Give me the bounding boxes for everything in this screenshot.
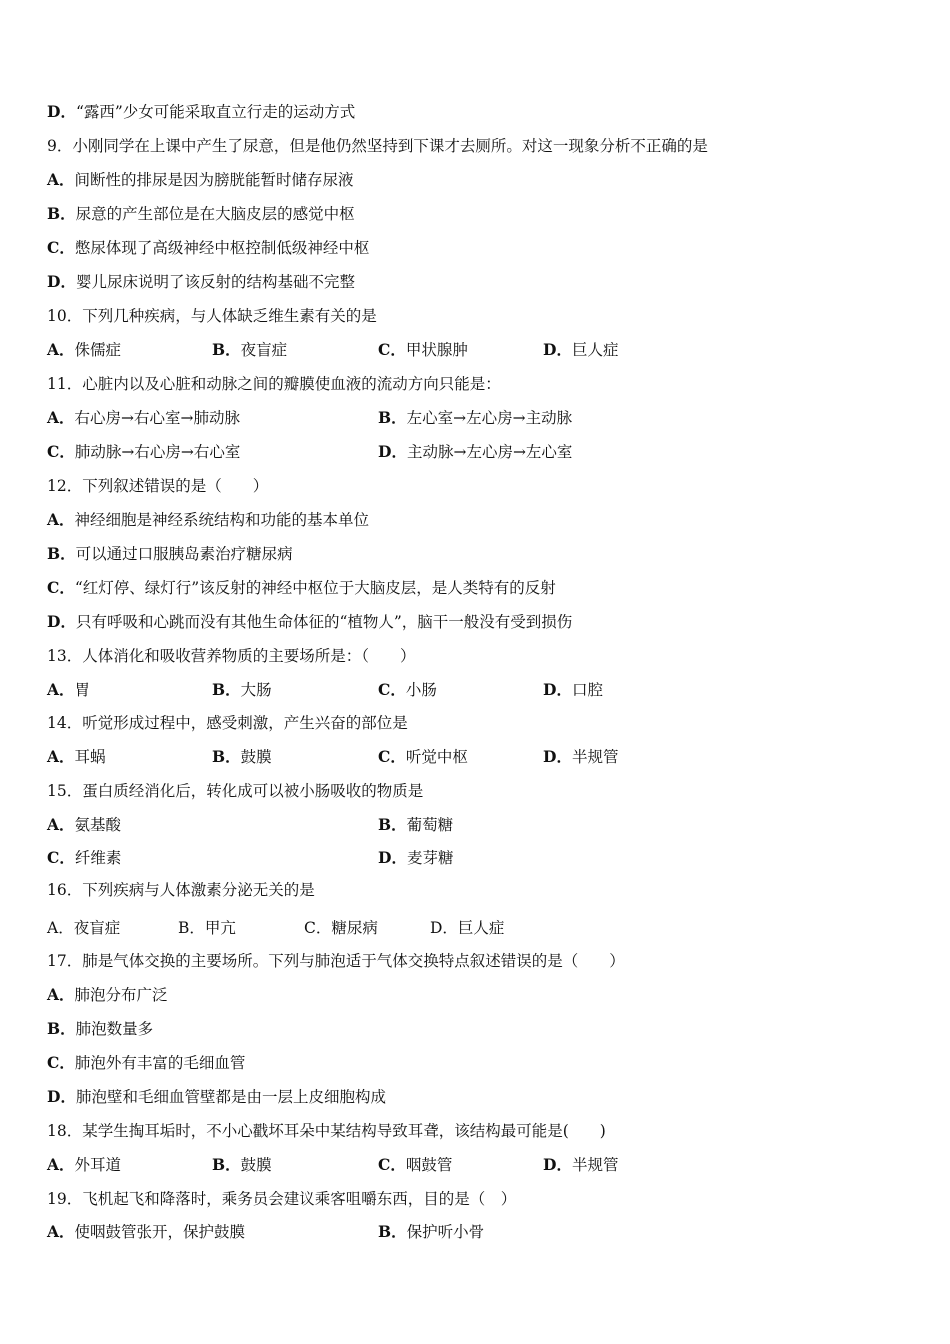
option: A．侏儒症 [47, 340, 122, 359]
option: B．左心室→左心房→主动脉 [378, 408, 573, 427]
option: A．使咽鼓管张开，保护鼓膜 [47, 1222, 246, 1241]
question-stem: 15．蛋白质经消化后，转化成可以被小肠吸收的物质是 [47, 782, 424, 800]
option: B．保护听小骨 [378, 1222, 485, 1241]
question-stem: 10．下列几种疾病，与人体缺乏维生素有关的是 [47, 307, 377, 325]
question-stem: 11．心脏内以及心脏和动脉之间的瓣膜使血液的流动方向只能是： [47, 375, 501, 393]
option: B．鼓膜 [212, 747, 272, 766]
option: A．胃 [47, 680, 91, 699]
option-line: B．尿意的产生部位是在大脑皮层的感觉中枢 [47, 204, 355, 223]
option: C．纤维素 [47, 848, 122, 867]
option: D．主动脉→左心房→左心室 [378, 442, 573, 461]
option: B．大肠 [212, 680, 272, 699]
question-stem: 17．肺是气体交换的主要场所。下列与肺泡适于气体交换特点叙述错误的是（ ） [47, 952, 625, 970]
option: C．甲状腺肿 [378, 340, 468, 359]
option: A．氨基酸 [47, 815, 122, 834]
option-line: A．肺泡分布广泛 [47, 985, 168, 1004]
question-stem: 9．小刚同学在上课中产生了尿意，但是他仍然坚持到下课才去厕所。对这一现象分析不正确的是 [47, 137, 708, 155]
question-stem: 18．某学生掏耳垢时，不小心戳坏耳朵中某结构导致耳聋，该结构最可能是( ) [47, 1122, 606, 1140]
option: C．肺动脉→右心房→右心室 [47, 442, 241, 461]
question-stem: 16．下列疾病与人体激素分泌无关的是 [47, 881, 315, 899]
option-line: A．神经细胞是神经系统结构和功能的基本单位 [47, 510, 370, 529]
option: D．巨人症 [430, 919, 505, 937]
option-line: D．“露西”少女可能采取直立行走的运动方式 [47, 102, 356, 121]
option: C．咽鼓管 [378, 1155, 453, 1174]
option: B．葡萄糖 [378, 815, 454, 834]
question-stem: 12．下列叙述错误的是（ ） [47, 477, 269, 495]
option-line: D．肺泡壁和毛细血管壁都是由一层上皮细胞构成 [47, 1087, 386, 1106]
option-line: C．肺泡外有丰富的毛细血管 [47, 1053, 246, 1072]
option-line: D．婴儿尿床说明了该反射的结构基础不完整 [47, 272, 355, 291]
option: A．右心房→右心室→肺动脉 [47, 408, 241, 427]
option: A．外耳道 [47, 1155, 122, 1174]
question-stem: 14．听觉形成过程中，感受刺激，产生兴奋的部位是 [47, 714, 408, 732]
option-line: D．只有呼吸和心跳而没有其他生命体征的“植物人”，脑干一般没有受到损伤 [47, 612, 573, 631]
option: D．口腔 [543, 680, 603, 699]
option-line: B．肺泡数量多 [47, 1019, 154, 1038]
option: A．夜盲症 [47, 919, 121, 937]
option: D．半规管 [543, 747, 619, 766]
option: A．耳蜗 [47, 747, 106, 766]
option: C．糖尿病 [304, 919, 378, 937]
option: D．半规管 [543, 1155, 619, 1174]
option: D．巨人症 [543, 340, 619, 359]
option-line: A．间断性的排尿是因为膀胱能暂时储存尿液 [47, 170, 354, 189]
option-line: C．“红灯停、绿灯行”该反射的神经中枢位于大脑皮层，是人类特有的反射 [47, 578, 556, 597]
option: B．甲亢 [178, 919, 236, 937]
option: B．鼓膜 [212, 1155, 272, 1174]
option: C．听觉中枢 [378, 747, 468, 766]
option: B．夜盲症 [212, 340, 288, 359]
question-stem: 13．人体消化和吸收营养物质的主要场所是：（ ） [47, 647, 416, 665]
option: C．小肠 [378, 680, 437, 699]
option-line: C．憋尿体现了高级神经中枢控制低级神经中枢 [47, 238, 370, 257]
option-line: B．可以通过口服胰岛素治疗糖尿病 [47, 544, 293, 563]
option: D．麦芽糖 [378, 848, 454, 867]
question-stem: 19．飞机起飞和降落时，乘务员会建议乘客咀嚼东西，目的是（ ） [47, 1190, 517, 1208]
